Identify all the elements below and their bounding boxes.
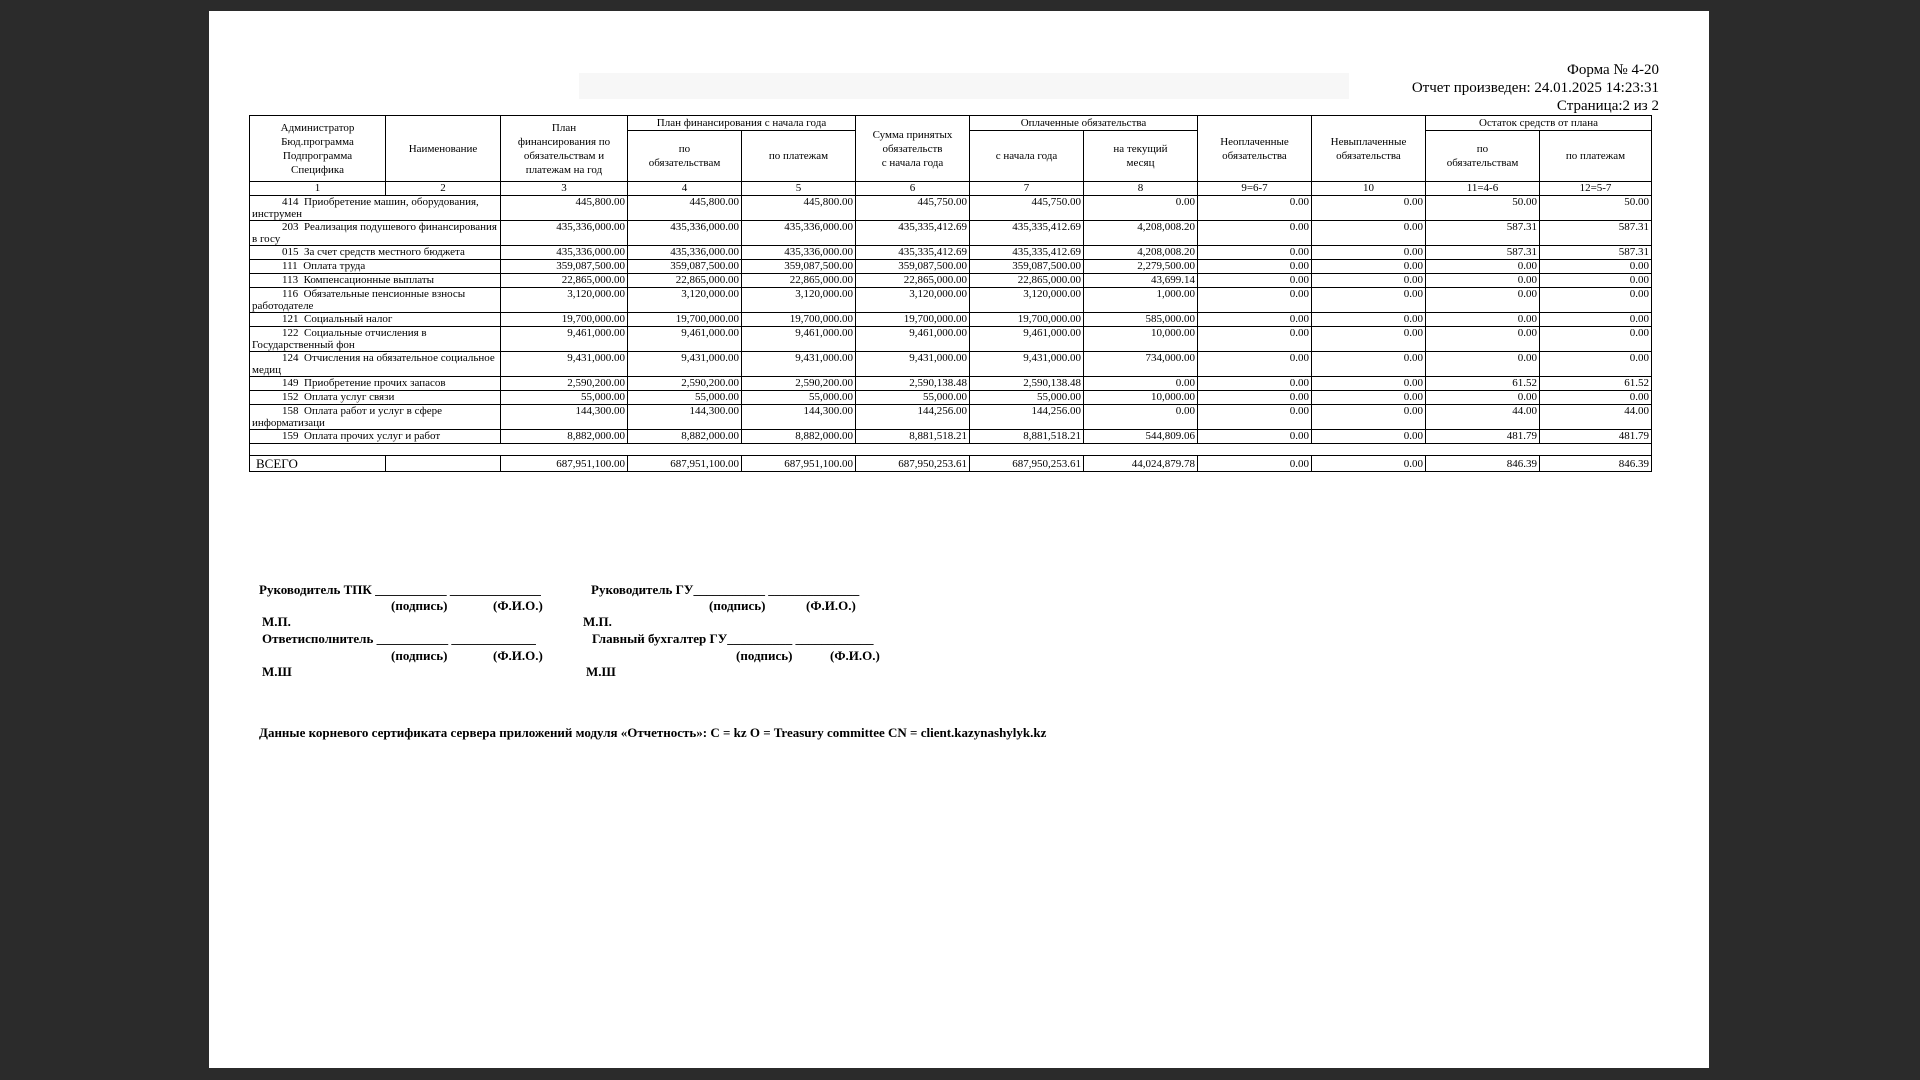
- value-cell: 19,700,000.00: [742, 313, 856, 327]
- value-cell: 0.00: [1540, 274, 1652, 288]
- value-cell: 9,431,000.00: [856, 352, 970, 377]
- row-name: Обязательные пенсионные взносы работодателе: [252, 288, 466, 312]
- row-name-cell: [250, 288, 501, 313]
- row-name: Социальные отчисления в Государственный фон: [252, 327, 427, 351]
- value-cell: 0.00: [1198, 196, 1312, 221]
- header-unpaid: Неоплаченные обязательства: [1198, 116, 1312, 182]
- row-code: 121: [282, 313, 299, 325]
- value-cell: 3,120,000.00: [501, 288, 628, 313]
- value-cell: 0.00: [1198, 327, 1312, 352]
- sig-head-gu: Руководитель ГУ___________ ______________: [591, 582, 860, 597]
- value-cell: 3,120,000.00: [742, 288, 856, 313]
- value-cell: 0.00: [1426, 260, 1540, 274]
- value-cell: 0.00: [1312, 288, 1426, 313]
- row-name-cell: [250, 246, 501, 260]
- total-value-cell: 687,950,253.61: [856, 456, 970, 472]
- value-cell: 0.00: [1540, 352, 1652, 377]
- row-code: 015: [282, 246, 299, 258]
- value-cell: 587.31: [1540, 246, 1652, 260]
- header-plan-year: План финансирования по обязательствам и платежам на год: [501, 116, 628, 182]
- index-row: [250, 182, 1652, 196]
- value-cell: 19,700,000.00: [970, 313, 1084, 327]
- value-cell: 144,300.00: [742, 405, 856, 430]
- value-cell: 435,336,000.00: [742, 221, 856, 246]
- table-row: [250, 391, 1652, 405]
- value-cell: 0.00: [1540, 391, 1652, 405]
- table-row: [250, 313, 1652, 327]
- index-cell: 5: [742, 182, 856, 196]
- header-paid-since: с начала года: [970, 131, 1084, 182]
- value-cell: 481.79: [1426, 430, 1540, 444]
- report-table: [249, 115, 1652, 472]
- row-name: Оплата услуг связи: [304, 391, 395, 403]
- value-cell: 0.00: [1198, 221, 1312, 246]
- value-cell: 55,000.00: [970, 391, 1084, 405]
- value-cell: 9,461,000.00: [856, 327, 970, 352]
- value-cell: 2,590,200.00: [501, 377, 628, 391]
- value-cell: 9,431,000.00: [742, 352, 856, 377]
- value-cell: 0.00: [1198, 274, 1312, 288]
- value-cell: 0.00: [1540, 313, 1652, 327]
- value-cell: 0.00: [1084, 196, 1198, 221]
- stamp-msh: М.Ш: [586, 664, 616, 679]
- stamp-mp: М.П.: [583, 614, 612, 629]
- value-cell: 4,208,008.20: [1084, 246, 1198, 260]
- value-cell: 2,590,200.00: [628, 377, 742, 391]
- row-code: 111: [282, 260, 298, 272]
- row-name-cell: [250, 313, 501, 327]
- value-cell: 61.52: [1540, 377, 1652, 391]
- header-remain-pay: по платежам: [1540, 131, 1652, 182]
- total-value-cell: 846.39: [1540, 456, 1652, 472]
- sig-sub-fio: (Ф.И.О.): [493, 648, 543, 663]
- spacer-row: [250, 444, 1652, 456]
- value-cell: 144,256.00: [856, 405, 970, 430]
- value-cell: 10,000.00: [1084, 391, 1198, 405]
- value-cell: 0.00: [1540, 327, 1652, 352]
- value-cell: 435,336,000.00: [742, 246, 856, 260]
- value-cell: 10,000.00: [1084, 327, 1198, 352]
- value-cell: 587.31: [1426, 221, 1540, 246]
- sig-executor: Ответисполнитель ___________ _____________: [262, 631, 536, 646]
- index-cell: 6: [856, 182, 970, 196]
- value-cell: 9,461,000.00: [742, 327, 856, 352]
- value-cell: 0.00: [1198, 430, 1312, 444]
- value-cell: 435,335,412.69: [970, 246, 1084, 260]
- value-cell: 3,120,000.00: [856, 288, 970, 313]
- row-name-cell: [250, 405, 501, 430]
- index-cell: 7: [970, 182, 1084, 196]
- value-cell: 0.00: [1198, 260, 1312, 274]
- value-cell: 0.00: [1198, 391, 1312, 405]
- header-remain-oblig: по обязательствам: [1426, 131, 1540, 182]
- value-cell: 585,000.00: [1084, 313, 1198, 327]
- value-cell: 144,300.00: [501, 405, 628, 430]
- value-cell: 55,000.00: [856, 391, 970, 405]
- row-code: 149: [282, 377, 299, 389]
- table-row: [250, 352, 1652, 377]
- row-code: 124: [282, 352, 299, 364]
- sig-sub-sign: (подпись): [736, 648, 793, 663]
- header-remain: Остаток средств от плана: [1426, 116, 1652, 131]
- value-cell: 19,700,000.00: [856, 313, 970, 327]
- value-cell: 44.00: [1540, 405, 1652, 430]
- row-name-cell: [250, 196, 501, 221]
- value-cell: 0.00: [1312, 313, 1426, 327]
- value-cell: 0.00: [1312, 352, 1426, 377]
- value-cell: 0.00: [1084, 405, 1198, 430]
- value-cell: 8,882,000.00: [501, 430, 628, 444]
- total-value-cell: 0.00: [1198, 456, 1312, 472]
- row-code: 159: [282, 430, 299, 442]
- header-name: Наименование: [386, 116, 501, 182]
- value-cell: 1,000.00: [1084, 288, 1198, 313]
- row-code: 116: [282, 288, 299, 300]
- total-label: ВСЕГО: [250, 456, 386, 472]
- value-cell: 0.00: [1426, 313, 1540, 327]
- report-date: Отчет произведен: 24.01.2025 14:23:31: [1411, 80, 1659, 96]
- value-cell: 435,336,000.00: [628, 246, 742, 260]
- value-cell: 0.00: [1198, 313, 1312, 327]
- value-cell: 0.00: [1312, 377, 1426, 391]
- value-cell: 0.00: [1084, 377, 1198, 391]
- value-cell: 0.00: [1198, 377, 1312, 391]
- row-name: Компенсационные выплаты: [303, 274, 435, 286]
- header-plan-oblig: по обязательствам: [628, 131, 742, 182]
- certificate-info: Данные корневого сертификата сервера приложений модуля «Отчетность»: C = kz O = Treasury committee CN = client.kazynashylyk.kz: [259, 725, 1047, 740]
- value-cell: 2,590,138.48: [970, 377, 1084, 391]
- value-cell: 445,800.00: [742, 196, 856, 221]
- value-cell: 445,750.00: [970, 196, 1084, 221]
- value-cell: 445,750.00: [856, 196, 970, 221]
- value-cell: 9,431,000.00: [501, 352, 628, 377]
- total-value-cell: 687,951,100.00: [628, 456, 742, 472]
- value-cell: 359,087,500.00: [970, 260, 1084, 274]
- value-cell: 8,881,518.21: [970, 430, 1084, 444]
- total-value-cell: 687,951,100.00: [501, 456, 628, 472]
- value-cell: 0.00: [1312, 327, 1426, 352]
- header-unpaid2: Невыплаченные обязательства: [1312, 116, 1426, 182]
- header-accepted: Сумма принятых обязательств с начала года: [856, 116, 970, 182]
- value-cell: 435,336,000.00: [628, 221, 742, 246]
- sig-sub-sign: (подпись): [391, 598, 448, 613]
- row-code: 414: [282, 196, 299, 208]
- stamp-mp: М.П.: [262, 614, 291, 629]
- value-cell: 0.00: [1426, 288, 1540, 313]
- value-cell: 22,865,000.00: [501, 274, 628, 288]
- sig-sub-sign: (подпись): [709, 598, 766, 613]
- form-number: Форма № 4-20: [1567, 62, 1659, 78]
- value-cell: 9,431,000.00: [628, 352, 742, 377]
- value-cell: 9,461,000.00: [501, 327, 628, 352]
- row-name: Оплата прочих услуг и работ: [304, 430, 441, 442]
- row-name-cell: [250, 327, 501, 352]
- row-name-cell: [250, 221, 501, 246]
- table-row: [250, 274, 1652, 288]
- value-cell: 435,335,412.69: [970, 221, 1084, 246]
- value-cell: 55,000.00: [742, 391, 856, 405]
- value-cell: 4,208,008.20: [1084, 221, 1198, 246]
- index-cell: 4: [628, 182, 742, 196]
- row-name: Оплата труда: [303, 260, 366, 272]
- value-cell: 0.00: [1198, 352, 1312, 377]
- total-value-cell: 687,951,100.00: [742, 456, 856, 472]
- value-cell: 0.00: [1312, 260, 1426, 274]
- table-row: [250, 405, 1652, 430]
- empty-cell: [386, 456, 501, 472]
- value-cell: 0.00: [1312, 391, 1426, 405]
- report-header: [1412, 61, 1659, 115]
- value-cell: 0.00: [1540, 288, 1652, 313]
- value-cell: 144,300.00: [628, 405, 742, 430]
- value-cell: 734,000.00: [1084, 352, 1198, 377]
- row-name: Социальный налог: [304, 313, 393, 325]
- header-paid-month: на текущий месяц: [1084, 131, 1198, 182]
- total-value-cell: 44,024,879.78: [1084, 456, 1198, 472]
- value-cell: 2,590,200.00: [742, 377, 856, 391]
- value-cell: 359,087,500.00: [628, 260, 742, 274]
- value-cell: 0.00: [1198, 405, 1312, 430]
- sig-sub-fio: (Ф.И.О.): [806, 598, 856, 613]
- header-paid: Оплаченные обязательства: [970, 116, 1198, 131]
- row-name: Отчисления на обязательное социальное медиц: [252, 352, 495, 376]
- index-cell: 10: [1312, 182, 1426, 196]
- row-name: Реализация подушевого финансирования в госу: [252, 221, 497, 245]
- index-cell: 11=4-6: [1426, 182, 1540, 196]
- total-row: [250, 456, 1652, 472]
- row-code: 203: [282, 221, 299, 233]
- value-cell: 0.00: [1312, 221, 1426, 246]
- value-cell: 0.00: [1426, 327, 1540, 352]
- index-cell: 12=5-7: [1540, 182, 1652, 196]
- value-cell: 19,700,000.00: [628, 313, 742, 327]
- value-cell: 55,000.00: [501, 391, 628, 405]
- header-admin: Администратор Бюд.программа Подпрограмма Специфика: [250, 116, 386, 182]
- stamp-msh: М.Ш: [262, 664, 292, 679]
- table-row: [250, 288, 1652, 313]
- table-row: [250, 196, 1652, 221]
- value-cell: 22,865,000.00: [742, 274, 856, 288]
- value-cell: 0.00: [1312, 430, 1426, 444]
- value-cell: 2,590,138.48: [856, 377, 970, 391]
- row-code: 113: [282, 274, 299, 286]
- value-cell: 8,881,518.21: [856, 430, 970, 444]
- value-cell: 44.00: [1426, 405, 1540, 430]
- row-name: Приобретение прочих запасов: [304, 377, 446, 389]
- total-value-cell: 687,950,253.61: [970, 456, 1084, 472]
- row-name-cell: [250, 274, 501, 288]
- index-cell: 8: [1084, 182, 1198, 196]
- value-cell: 0.00: [1426, 352, 1540, 377]
- sig-sub-fio: (Ф.И.О.): [830, 648, 880, 663]
- row-code: 152: [282, 391, 299, 403]
- index-cell: 1: [250, 182, 386, 196]
- total-value-cell: 0.00: [1312, 456, 1426, 472]
- value-cell: 9,461,000.00: [628, 327, 742, 352]
- row-code: 158: [282, 405, 299, 417]
- value-cell: 22,865,000.00: [970, 274, 1084, 288]
- value-cell: 19,700,000.00: [501, 313, 628, 327]
- index-cell: 3: [501, 182, 628, 196]
- row-code: 122: [282, 327, 299, 339]
- spacer-cell: [250, 444, 1652, 456]
- value-cell: 2,279,500.00: [1084, 260, 1198, 274]
- value-cell: 435,336,000.00: [501, 221, 628, 246]
- value-cell: 0.00: [1312, 246, 1426, 260]
- value-cell: 50.00: [1540, 196, 1652, 221]
- value-cell: 9,461,000.00: [970, 327, 1084, 352]
- value-cell: 435,336,000.00: [501, 246, 628, 260]
- value-cell: 0.00: [1198, 288, 1312, 313]
- row-name-cell: [250, 377, 501, 391]
- value-cell: 481.79: [1540, 430, 1652, 444]
- row-name: Приобретение машин, оборудования, инструмен: [252, 196, 479, 220]
- value-cell: 55,000.00: [628, 391, 742, 405]
- value-cell: 0.00: [1540, 260, 1652, 274]
- value-cell: 445,800.00: [628, 196, 742, 221]
- table-row: [250, 430, 1652, 444]
- row-name-cell: [250, 260, 501, 274]
- value-cell: 0.00: [1312, 405, 1426, 430]
- row-name-cell: [250, 391, 501, 405]
- table-row: [250, 246, 1652, 260]
- value-cell: 3,120,000.00: [628, 288, 742, 313]
- value-cell: 435,335,412.69: [856, 221, 970, 246]
- row-name: Оплата работ и услуг в сфере информатизаци: [252, 405, 443, 429]
- value-cell: 359,087,500.00: [501, 260, 628, 274]
- value-cell: 61.52: [1426, 377, 1540, 391]
- value-cell: 0.00: [1198, 246, 1312, 260]
- sig-sub-sign: (подпись): [391, 648, 448, 663]
- row-name: За счет средств местного бюджета: [304, 246, 465, 258]
- report-page: [209, 11, 1709, 1068]
- index-cell: 2: [386, 182, 501, 196]
- value-cell: 8,882,000.00: [628, 430, 742, 444]
- page-number: Страница:2 из 2: [1556, 98, 1659, 114]
- value-cell: 435,335,412.69: [856, 246, 970, 260]
- value-cell: 0.00: [1426, 274, 1540, 288]
- value-cell: 544,809.06: [1084, 430, 1198, 444]
- sig-head-tpk: Руководитель ТПК ___________ ______________: [259, 582, 541, 597]
- value-cell: 0.00: [1312, 196, 1426, 221]
- value-cell: 587.31: [1540, 221, 1652, 246]
- value-cell: 22,865,000.00: [628, 274, 742, 288]
- index-cell: 9=6-7: [1198, 182, 1312, 196]
- table-row: [250, 221, 1652, 246]
- sig-chief-accountant: Главный бухгалтер ГУ__________ ____________: [592, 631, 874, 646]
- value-cell: 144,256.00: [970, 405, 1084, 430]
- table-row: [250, 260, 1652, 274]
- value-cell: 0.00: [1312, 274, 1426, 288]
- value-cell: 9,431,000.00: [970, 352, 1084, 377]
- sig-sub-fio: (Ф.И.О.): [493, 598, 543, 613]
- header-plan-pay: по платежам: [742, 131, 856, 182]
- table-body: [250, 196, 1652, 472]
- faint-title-band: [579, 73, 1349, 99]
- value-cell: 43,699.14: [1084, 274, 1198, 288]
- header-plan-since: План финансирования с начала года: [628, 116, 856, 131]
- value-cell: 587.31: [1426, 246, 1540, 260]
- value-cell: 50.00: [1426, 196, 1540, 221]
- value-cell: 22,865,000.00: [856, 274, 970, 288]
- value-cell: 3,120,000.00: [970, 288, 1084, 313]
- value-cell: 0.00: [1426, 391, 1540, 405]
- row-name-cell: [250, 430, 501, 444]
- value-cell: 359,087,500.00: [856, 260, 970, 274]
- value-cell: 359,087,500.00: [742, 260, 856, 274]
- total-value-cell: 846.39: [1426, 456, 1540, 472]
- table-row: [250, 377, 1652, 391]
- table-row: [250, 327, 1652, 352]
- value-cell: 8,882,000.00: [742, 430, 856, 444]
- row-name-cell: [250, 352, 501, 377]
- value-cell: 445,800.00: [501, 196, 628, 221]
